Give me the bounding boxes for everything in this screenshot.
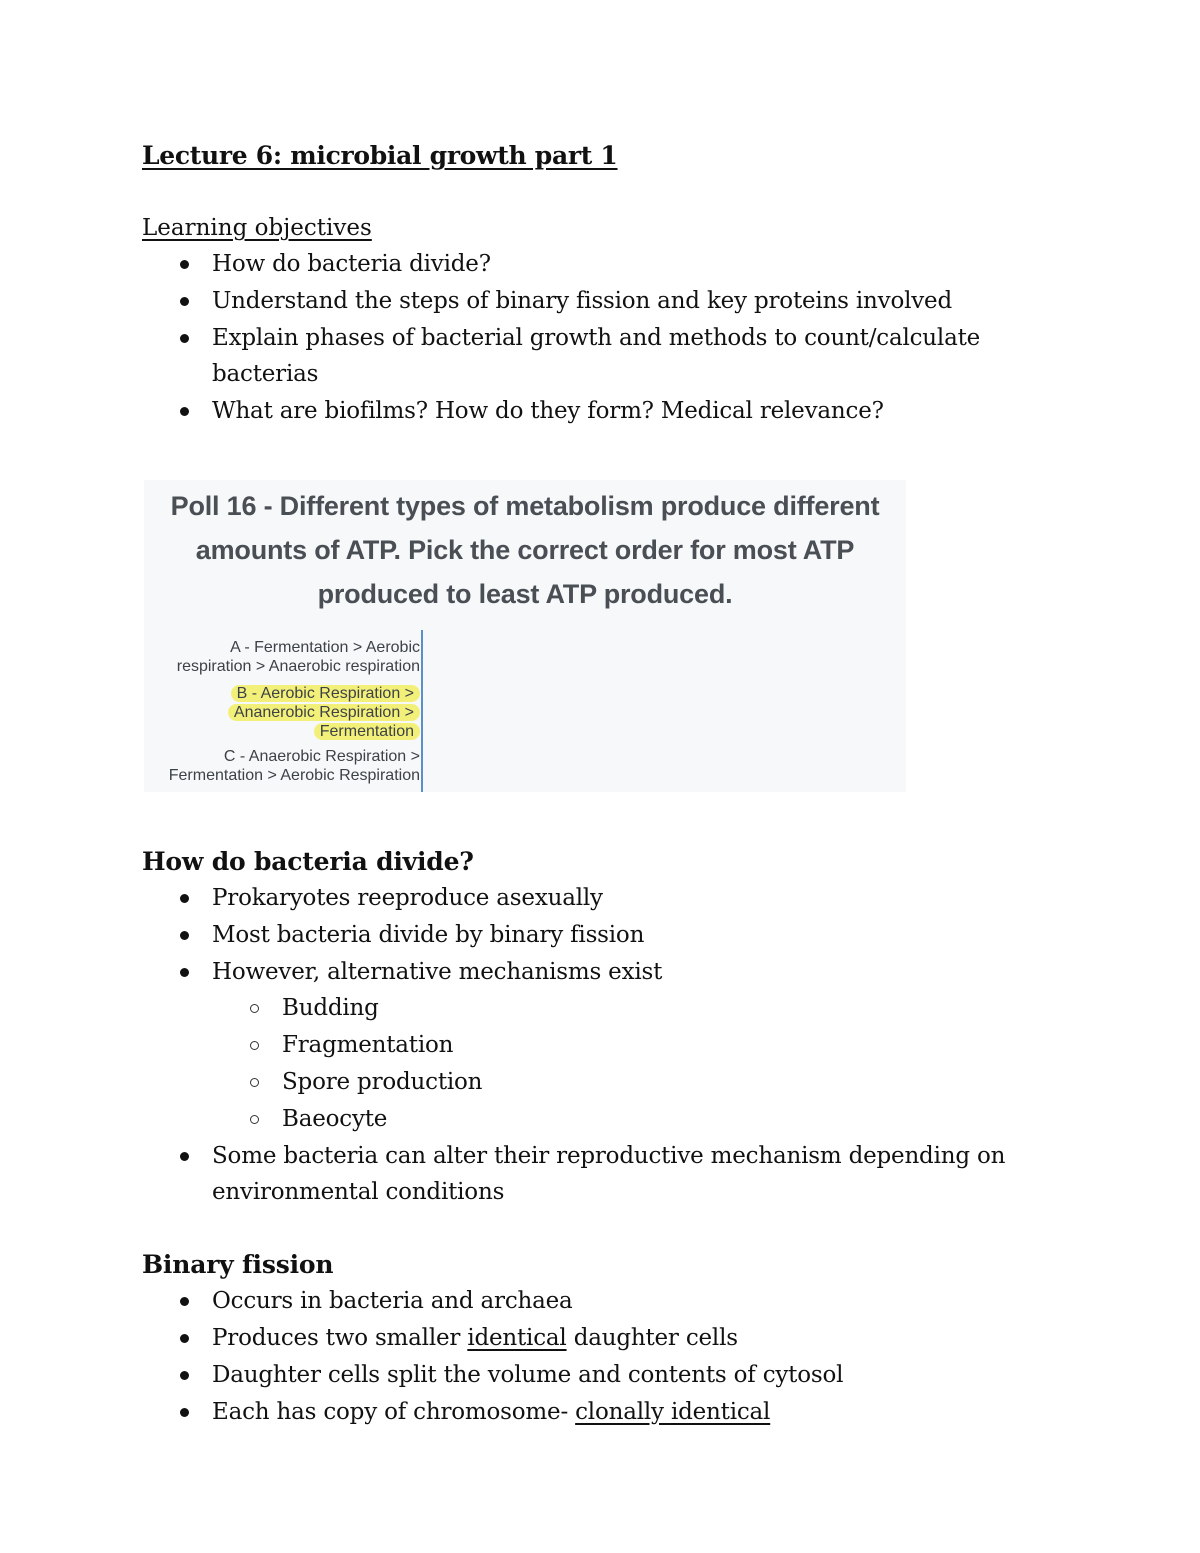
divide-item: Some bacteria can alter their reproductive mechanism depending on environmental conditions: [142, 1138, 1082, 1212]
learning-objectives-label: Learning objectives: [142, 215, 372, 241]
hollow-bullet-icon: [250, 1078, 259, 1087]
objective-item: Understand the steps of binary fission and key proteins involved: [142, 283, 1082, 320]
hollow-bullet-icon: [250, 1115, 259, 1124]
bullet-icon: [180, 1297, 189, 1306]
bullet-icon: [180, 297, 189, 306]
sub-item: Budding: [212, 990, 1082, 1027]
bullet-icon: [180, 894, 189, 903]
sub-item: Baeocyte: [212, 1101, 1082, 1138]
document-page: [142, 138, 1082, 1430]
objective-item: How do bacteria divide?: [142, 246, 1082, 283]
hollow-bullet-icon: [250, 1004, 259, 1013]
bullet-icon: [180, 407, 189, 416]
poll-axis-divider: [421, 630, 423, 792]
lecture-title: Lecture 6: microbial growth part 1: [142, 141, 618, 170]
bullet-icon: [180, 1371, 189, 1380]
sub-item: Fragmentation: [212, 1027, 1082, 1064]
bullet-icon: [180, 334, 189, 343]
divide-item: However, alternative mechanisms exist Budding Fragmentation Spore production Baeocyte: [142, 954, 1082, 1138]
bullet-icon: [180, 260, 189, 269]
hollow-bullet-icon: [250, 1041, 259, 1050]
bullet-icon: [180, 968, 189, 977]
bullet-icon: [180, 1152, 189, 1161]
divide-item: Prokaryotes reeproduce asexually: [142, 880, 1082, 917]
bullet-icon: [180, 1334, 189, 1343]
alternative-mechanisms-list: [212, 990, 1082, 1137]
poll-title: Poll 16 - Different types of metabolism produce different amounts of ATP. Pick the correct order for most ATP produced to least ATP produced.: [170, 490, 880, 609]
binary-item: Occurs in bacteria and archaea: [142, 1283, 1082, 1320]
sub-item: Spore production: [212, 1064, 1082, 1101]
binary-item: Produces two smaller identical daughter cells: [142, 1320, 1082, 1357]
binary-item: Daughter cells split the volume and contents of cytosol: [142, 1357, 1082, 1394]
objective-item: What are biofilms? How do they form? Medical relevance?: [142, 393, 1082, 430]
poll-option-a: A - Fermentation > Aerobic respiration > Anaerobic respiration: [176, 638, 420, 675]
binary-fission-list: [142, 1283, 1082, 1430]
section-heading-divide: How do bacteria divide?: [142, 846, 474, 876]
binary-item: Each has copy of chromosome- clonally identical: [142, 1394, 1082, 1431]
learning-objectives-list: [142, 246, 1082, 430]
bullet-icon: [180, 1408, 189, 1417]
poll-option-c: C - Anaerobic Respiration > Fermentation > Aerobic Respiration: [168, 747, 420, 784]
poll-screenshot: [144, 480, 906, 792]
section-heading-binary-fission: Binary fission: [142, 1250, 334, 1280]
bullet-icon: [180, 931, 189, 940]
divide-list: [142, 880, 1082, 1211]
poll-option-b-highlighted: B - Aerobic Respiration > Ananerobic Respiration > Fermentation: [228, 684, 420, 741]
objective-item: Explain phases of bacterial growth and methods to count/calculate bacterias: [142, 320, 1082, 394]
divide-item: Most bacteria divide by binary fission: [142, 917, 1082, 954]
